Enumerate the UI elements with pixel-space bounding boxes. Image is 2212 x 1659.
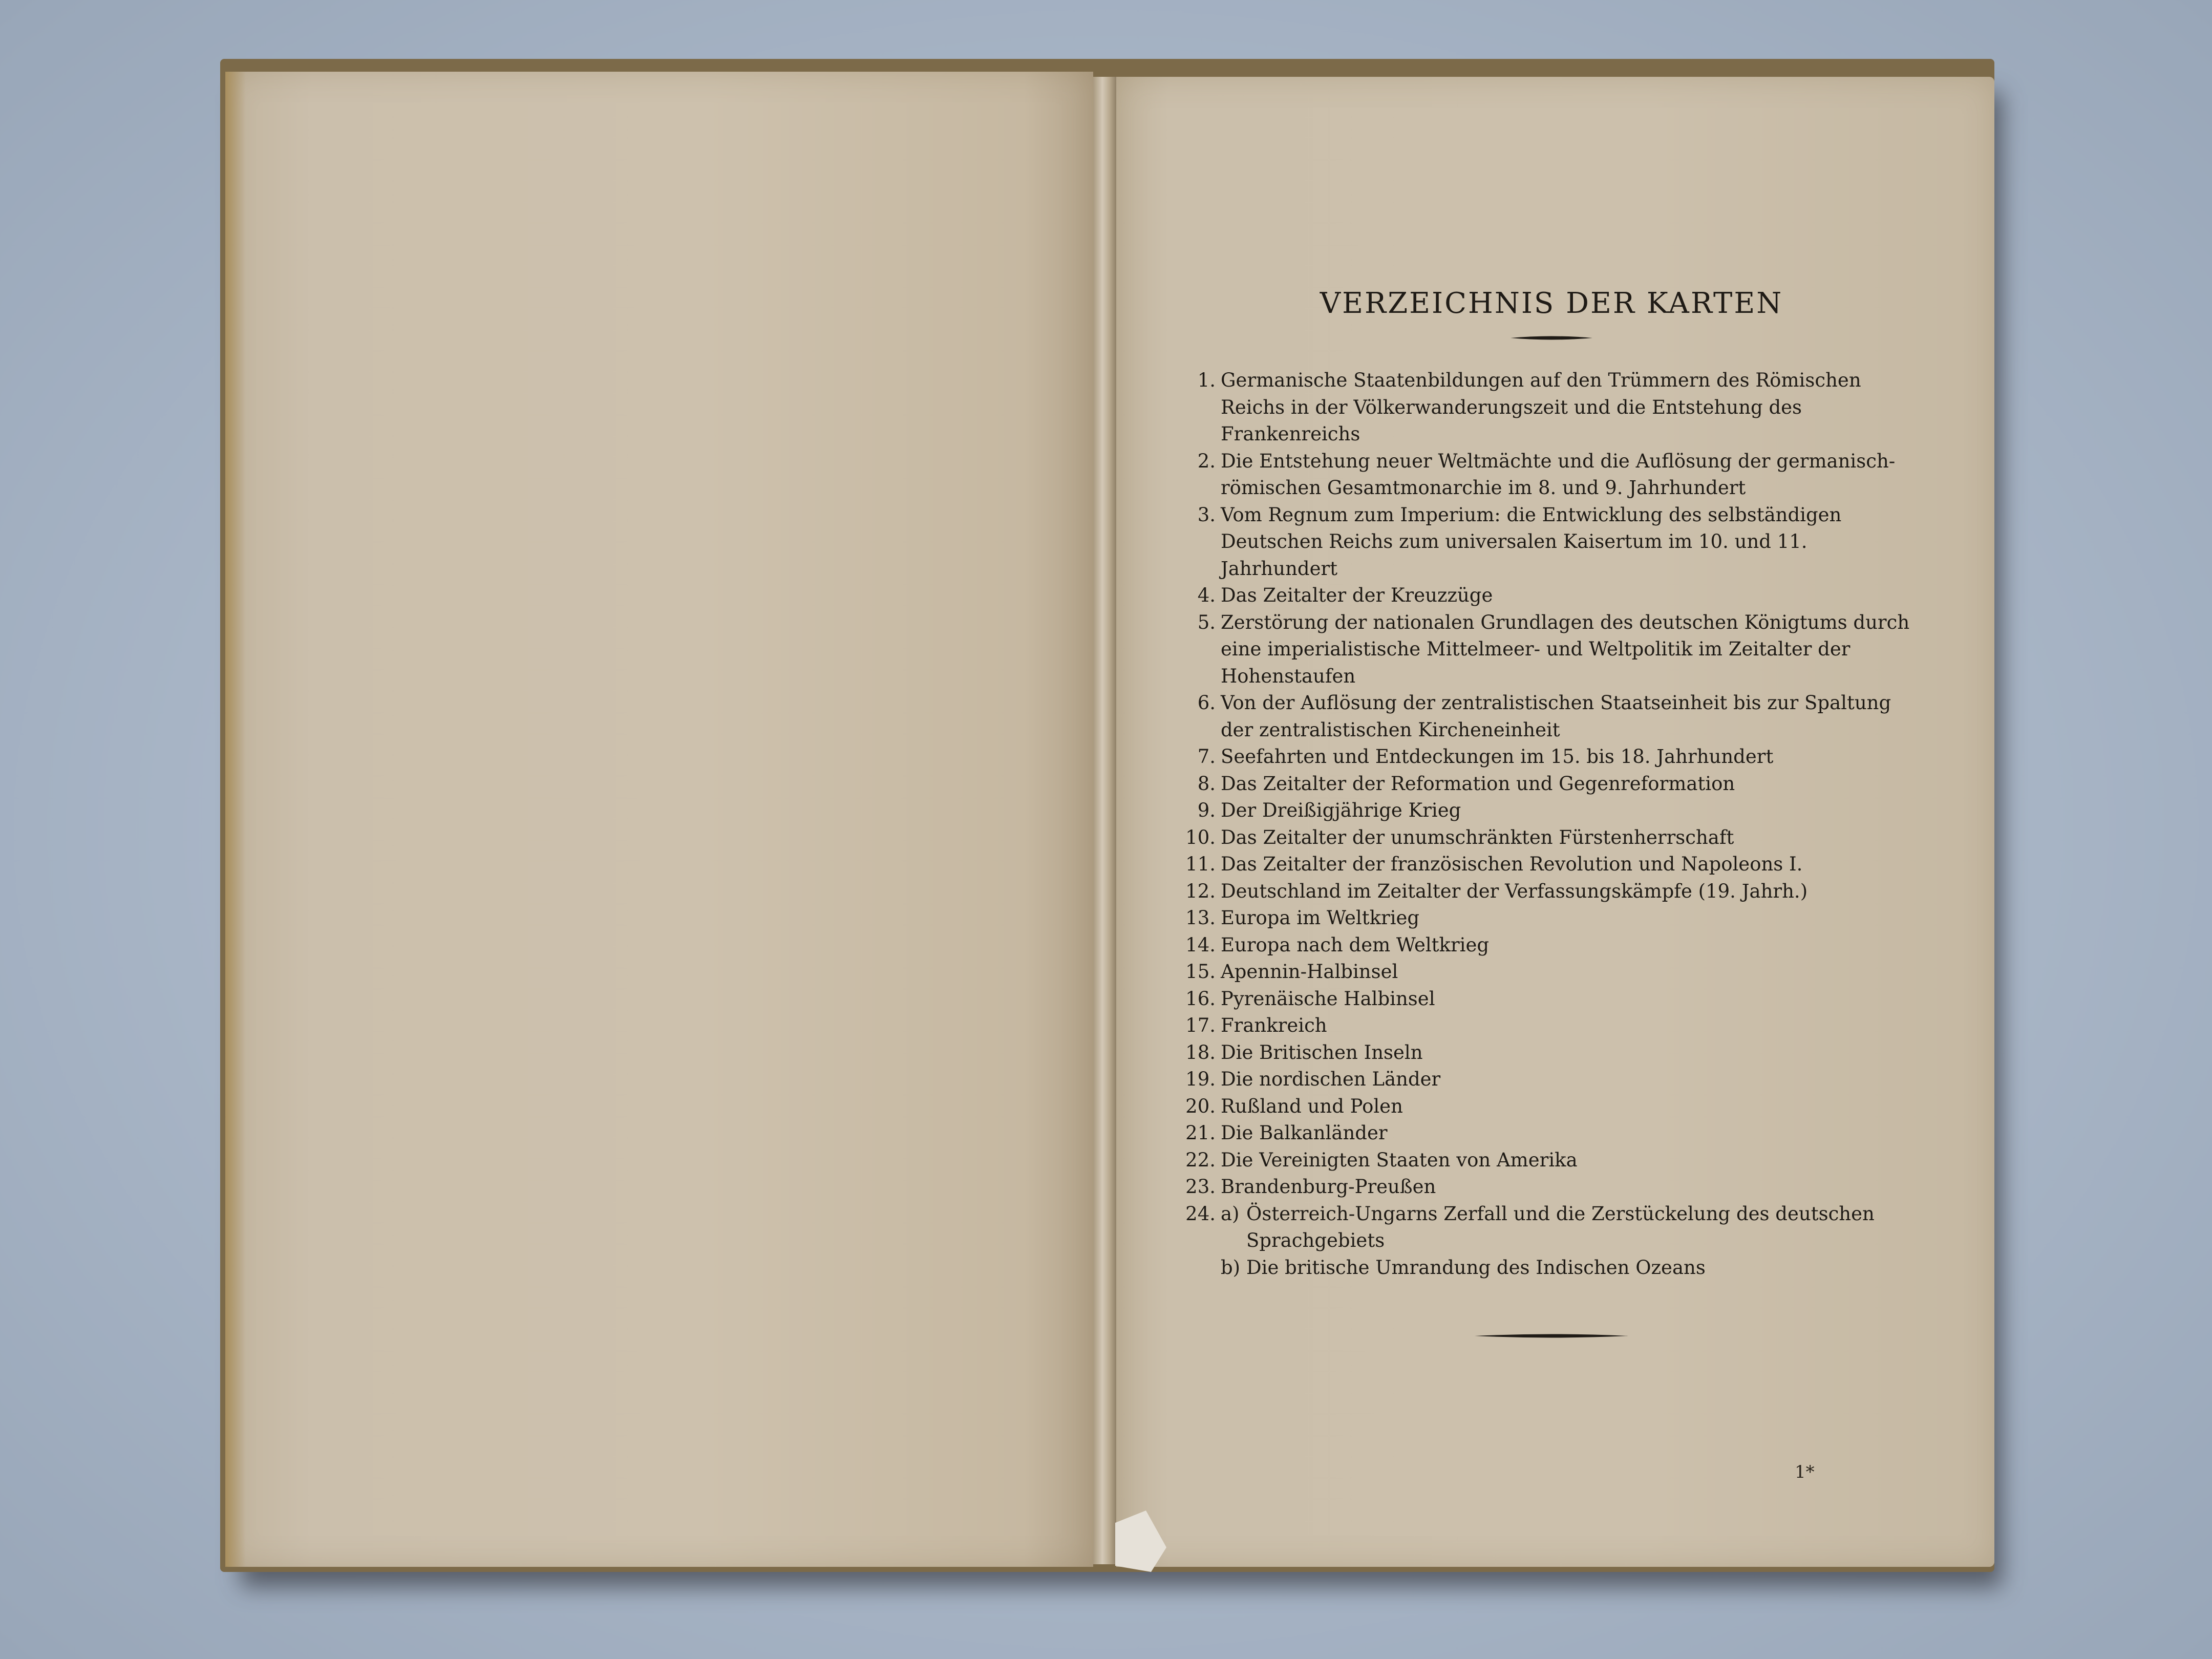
- list-item: [1178, 1120, 1925, 1147]
- sub-item-letter: a): [1221, 1202, 1240, 1225]
- list-item: [1178, 1039, 1925, 1067]
- item-number: 8.: [1197, 772, 1216, 795]
- item-number: 19.: [1185, 1068, 1216, 1090]
- item-number: 12.: [1185, 880, 1216, 902]
- item-text: Pyrenäische Halbinsel: [1221, 987, 1435, 1010]
- page-number: 1*: [1795, 1462, 1815, 1482]
- list-item: [1178, 1093, 1925, 1120]
- item-number: 23.: [1185, 1176, 1216, 1198]
- list-item: [1178, 905, 1925, 932]
- item-number: 3.: [1197, 503, 1216, 526]
- item-number: 7.: [1197, 746, 1216, 768]
- list-item: [1178, 932, 1925, 959]
- list-item: [1178, 502, 1925, 583]
- list-item: [1178, 448, 1925, 502]
- item-text: Die Entstehung neuer Weltmächte und die Auflösung der germanisch-römischen Gesamtmonarchie im 8. und 9. Jahrhundert: [1221, 450, 1896, 499]
- item-number: 20.: [1185, 1095, 1216, 1117]
- item-text: Zerstörung der nationalen Grundlagen des deutschen Königtums durch eine imperialistische Mittelmeer- und Weltpolitik im Zeitalter der Hohenstaufen: [1221, 611, 1910, 687]
- item-text: Europa nach dem Weltkrieg: [1221, 933, 1490, 956]
- list-item: [1178, 851, 1925, 878]
- item-number: 13.: [1185, 907, 1216, 929]
- item-text: Germanische Staatenbildungen auf den Trümmern des Römischen Reichs in der Völkerwanderungszeit und die Entstehung des Frankenreichs: [1221, 369, 1861, 445]
- item-number: 5.: [1197, 611, 1216, 633]
- item-text: Der Dreißigjährige Krieg: [1221, 799, 1461, 821]
- list-item: [1178, 743, 1925, 771]
- item-text: Brandenburg-Preußen: [1221, 1176, 1436, 1198]
- item-text: Die Balkanländer: [1221, 1122, 1388, 1144]
- list-item: [1178, 1174, 1925, 1201]
- item-text: Das Zeitalter der Kreuzzüge: [1221, 584, 1493, 606]
- maps-list: [1178, 367, 1925, 1281]
- left-edge-stain: [225, 72, 246, 1567]
- item-text: Europa im Weltkrieg: [1221, 907, 1420, 929]
- item-number: 1.: [1197, 369, 1216, 391]
- item-number: 2.: [1197, 450, 1216, 472]
- list-item: [1178, 959, 1925, 986]
- item-text: Die Britischen Inseln: [1221, 1041, 1423, 1064]
- item-text: Rußland und Polen: [1221, 1095, 1403, 1117]
- item-text: Vom Regnum zum Imperium: die Entwicklung des selbständigen Deutschen Reichs zum universalen Kaisertum im 10. und 11. Jahrhundert: [1221, 503, 1842, 580]
- sub-item-a: [1221, 1201, 1925, 1254]
- left-page-blank: [225, 72, 1093, 1567]
- list-item: [1178, 1012, 1925, 1039]
- closing-ornament: [1475, 1332, 1628, 1339]
- item-text: Frankreich: [1221, 1014, 1327, 1036]
- item-text: Apennin-Halbinsel: [1221, 961, 1398, 983]
- list-item: [1178, 824, 1925, 852]
- list-item: [1178, 582, 1925, 609]
- list-item: [1178, 986, 1925, 1013]
- item-text: Von der Auflösung der zentralistischen Staatseinheit bis zur Spaltung der zentralistischen Kircheneinheit: [1221, 692, 1891, 741]
- item-number: 15.: [1185, 961, 1216, 983]
- sub-item-b: [1221, 1254, 1925, 1282]
- list-item: [1178, 771, 1925, 798]
- list-item: [1178, 1201, 1925, 1282]
- item-number: 24.: [1185, 1202, 1216, 1225]
- item-text: Das Zeitalter der unumschränkten Fürstenherrschaft: [1221, 826, 1734, 848]
- item-text: Deutschland im Zeitalter der Verfassungskämpfe (19. Jahrh.): [1221, 880, 1808, 902]
- item-number: 14.: [1185, 933, 1216, 956]
- item-number: 9.: [1197, 799, 1216, 821]
- item-text: Die Vereinigten Staaten von Amerika: [1221, 1148, 1578, 1171]
- item-number: 17.: [1185, 1014, 1216, 1036]
- list-item: [1178, 690, 1925, 743]
- item-number: 4.: [1197, 584, 1216, 606]
- item-text: Das Zeitalter der Reformation und Gegenreformation: [1221, 772, 1735, 795]
- page-title: VERZEICHNIS DER KARTEN: [1320, 287, 1783, 320]
- list-item: [1178, 797, 1925, 824]
- item-number: 6.: [1197, 692, 1216, 714]
- item-text: Die nordischen Länder: [1221, 1068, 1441, 1090]
- book-spine-gutter: [1093, 77, 1116, 1564]
- item-number: 10.: [1185, 826, 1216, 848]
- list-item: [1178, 878, 1925, 905]
- item-number: 11.: [1185, 853, 1216, 875]
- table-of-maps: [1178, 287, 1925, 1339]
- list-item: [1178, 1147, 1925, 1174]
- item-number: 18.: [1185, 1041, 1216, 1064]
- sub-item-text: Österreich-Ungarns Zerfall und die Zerstückelung des deutschen Sprachgebiets: [1246, 1202, 1875, 1251]
- item-text: Seefahrten und Entdeckungen im 15. bis 18. Jahrhundert: [1221, 746, 1774, 768]
- sub-item-letter: b): [1221, 1256, 1241, 1279]
- item-number: 22.: [1185, 1148, 1216, 1171]
- list-item: [1178, 367, 1925, 448]
- item-number: 16.: [1185, 987, 1216, 1010]
- list-item: [1178, 1066, 1925, 1093]
- item-number: 21.: [1185, 1122, 1216, 1144]
- list-item: [1178, 609, 1925, 690]
- title-ornament: [1511, 334, 1592, 342]
- item-text: Das Zeitalter der französischen Revolution und Napoleons I.: [1221, 853, 1803, 875]
- sub-item-text: Die britische Umrandung des Indischen Ozeans: [1246, 1256, 1706, 1279]
